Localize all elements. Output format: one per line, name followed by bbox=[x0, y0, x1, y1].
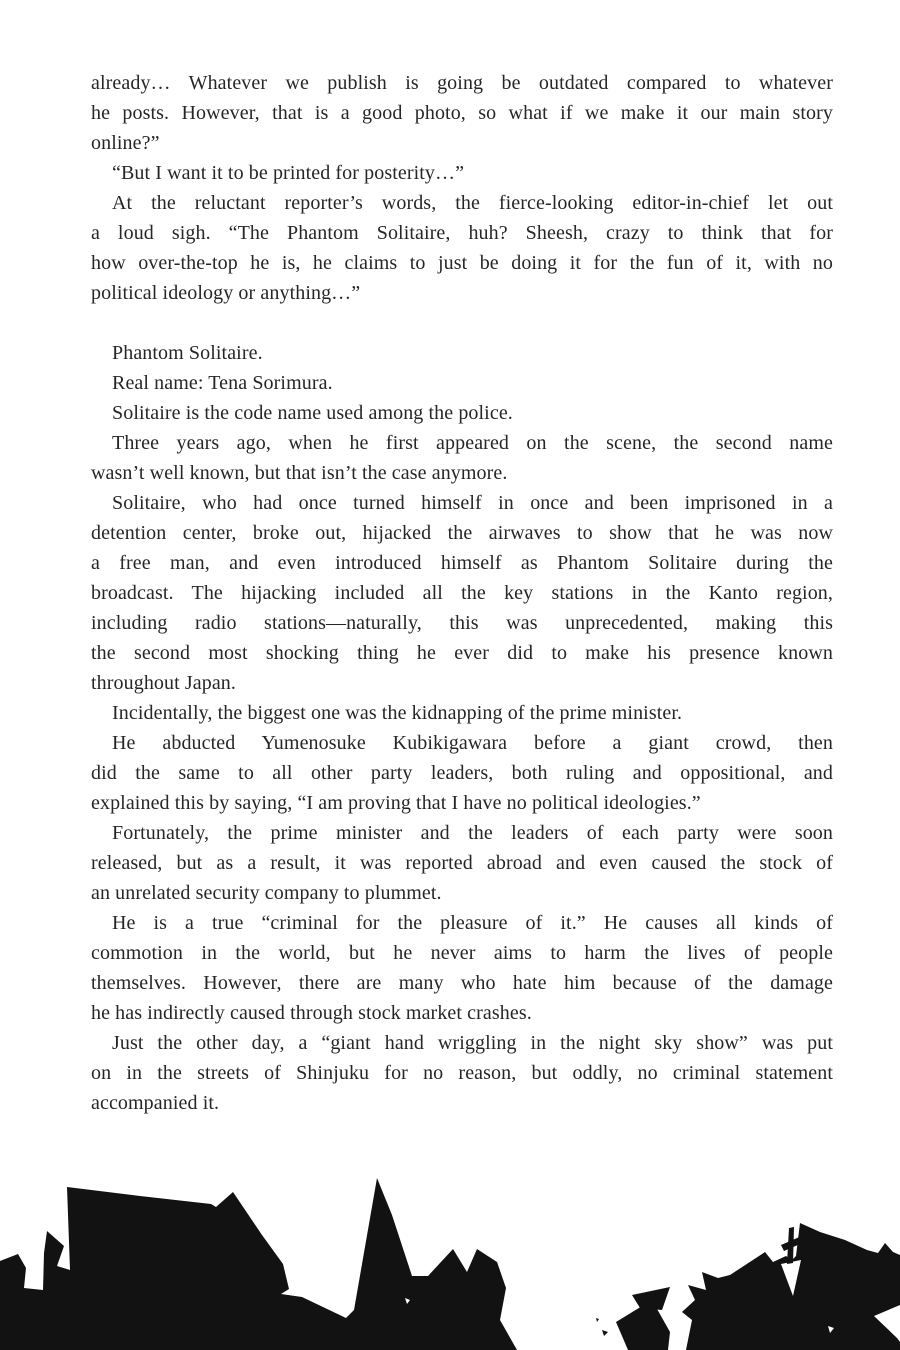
paragraph bbox=[91, 428, 833, 488]
paragraph-spacer bbox=[91, 308, 833, 338]
text-line: Just the other day, a “giant hand wriggling in the night sky show” was put bbox=[112, 1032, 833, 1054]
paragraph bbox=[91, 158, 833, 188]
text-line: broadcast. The hijacking included all the key stations in the Kanto region, bbox=[91, 582, 833, 604]
paragraph bbox=[91, 368, 833, 398]
debris-speck-1 bbox=[602, 1330, 608, 1336]
paragraph bbox=[91, 398, 833, 428]
body-text bbox=[91, 68, 833, 1118]
paragraph bbox=[91, 908, 833, 1028]
text-line: did the same to all other party leaders, both ruling and oppositional, and bbox=[91, 762, 833, 784]
text-line: a free man, and even introduced himself as Phantom Solitaire during the bbox=[91, 552, 833, 574]
text-line: he has indirectly caused through stock market crashes. bbox=[91, 1002, 532, 1024]
text-line: wasn’t well known, but that isn’t the case anymore. bbox=[91, 462, 508, 484]
debris-illustration bbox=[0, 1138, 900, 1350]
text-line: Solitaire, who had once turned himself in once and been imprisoned in a bbox=[112, 492, 833, 514]
paragraph bbox=[91, 1028, 833, 1118]
paragraph bbox=[91, 698, 833, 728]
text-line: including radio stations—naturally, this was unprecedented, making this bbox=[91, 612, 833, 634]
text-line: commotion in the world, but he never aims to harm the lives of people bbox=[91, 942, 833, 964]
debris-speck-2 bbox=[596, 1318, 599, 1322]
paragraph bbox=[91, 728, 833, 818]
paragraph bbox=[91, 68, 833, 158]
text-line: released, but as a result, it was reported abroad and even caused the stock of bbox=[91, 852, 833, 874]
text-line: detention center, broke out, hijacked the airwaves to show that he was now bbox=[91, 522, 833, 544]
text-line: explained this by saying, “I am proving that I have no political ideologies.” bbox=[91, 792, 701, 814]
text-line: how over-the-top he is, he claims to just be doing it for the fun of it, with no bbox=[91, 252, 833, 274]
text-line: He is a true “criminal for the pleasure of it.” He causes all kinds of bbox=[112, 912, 833, 934]
text-line: a loud sigh. “The Phantom Solitaire, huh? Sheesh, crazy to think that for bbox=[91, 222, 833, 244]
paragraph bbox=[91, 188, 833, 308]
text-line: online?” bbox=[91, 132, 160, 154]
text-line: He abducted Yumenosuke Kubikigawara before a giant crowd, then bbox=[112, 732, 833, 754]
text-line: accompanied it. bbox=[91, 1092, 220, 1114]
paragraph bbox=[91, 338, 833, 368]
text-line: on in the streets of Shinjuku for no reason, but oddly, no criminal statement bbox=[91, 1062, 833, 1084]
text-line: political ideology or anything…” bbox=[91, 282, 361, 304]
paragraph bbox=[91, 488, 833, 698]
text-line: he posts. However, that is a good photo, so what if we make it our main story bbox=[91, 102, 833, 124]
text-line: the second most shocking thing he ever did to make his presence known bbox=[91, 642, 833, 664]
paragraph bbox=[91, 818, 833, 908]
text-line: At the reluctant reporter’s words, the fierce-looking editor-in-chief let out bbox=[112, 192, 833, 214]
text-line: “But I want it to be printed for posterity…” bbox=[112, 162, 465, 184]
debris-shard-b bbox=[632, 1287, 670, 1310]
text-line: Real name: Tena Sorimura. bbox=[112, 372, 333, 394]
text-line: Incidentally, the biggest one was the kidnapping of the prime minister. bbox=[112, 702, 683, 724]
text-line: throughout Japan. bbox=[91, 672, 237, 694]
text-line: Solitaire is the code name used among the police. bbox=[112, 402, 513, 424]
text-line: themselves. However, there are many who hate him because of the damage bbox=[91, 972, 833, 994]
text-line: already… Whatever we publish is going be outdated compared to whatever bbox=[91, 72, 833, 94]
text-line: an unrelated security company to plummet. bbox=[91, 882, 442, 904]
text-line: Phantom Solitaire. bbox=[112, 342, 263, 364]
text-line: Three years ago, when he first appeared on the scene, the second name bbox=[112, 432, 833, 454]
text-line: Fortunately, the prime minister and the leaders of each party were soon bbox=[112, 822, 833, 844]
debris-left-mass bbox=[0, 1178, 517, 1350]
